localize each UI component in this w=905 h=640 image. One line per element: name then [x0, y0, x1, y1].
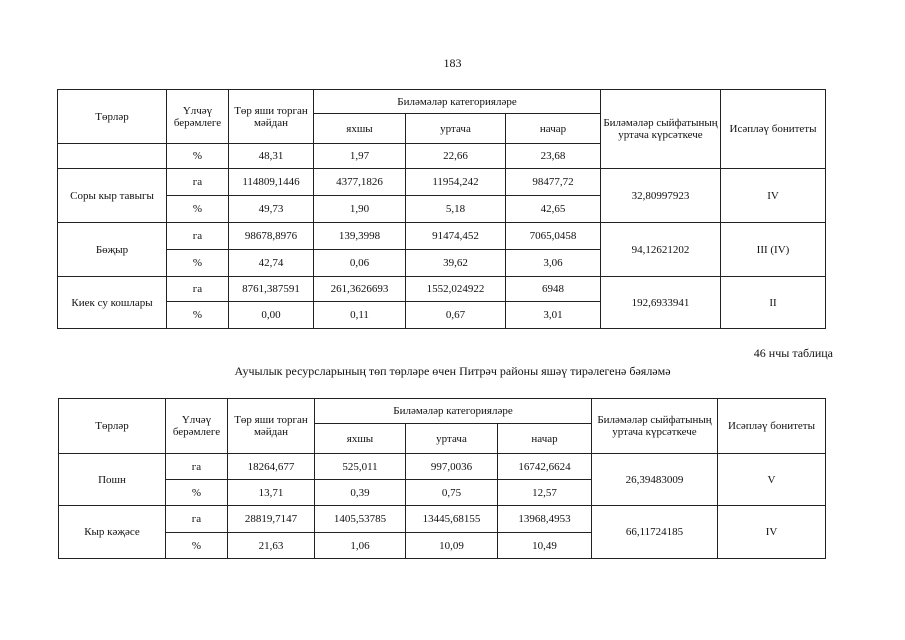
header-unit: Үлчәү берәмлеге	[167, 90, 229, 144]
unit-cell: га	[167, 169, 229, 196]
table-number: 46 нчы таблица	[753, 346, 833, 360]
header-good: яхшы	[314, 114, 406, 144]
species-name: Бөҗыр	[58, 223, 167, 277]
medium-cell: 0,75	[406, 480, 498, 506]
bad-cell: 13968,4953	[498, 506, 592, 533]
area-cell: 42,74	[229, 250, 314, 277]
bonitet-cell: III (IV)	[721, 223, 826, 277]
medium-cell: 1552,024922	[406, 277, 506, 302]
table-row	[59, 506, 826, 533]
bad-cell: 12,57	[498, 480, 592, 506]
header-bonitet: Исәпләү бонитеты	[721, 90, 826, 169]
bad-cell: 42,65	[506, 196, 601, 223]
medium-cell: 997,0036	[406, 454, 498, 480]
header-species: Төрләр	[59, 399, 166, 454]
page-number: 183	[443, 56, 462, 70]
header-bonitet: Исәпләү бонитеты	[718, 399, 826, 454]
unit-cell: %	[166, 533, 228, 559]
good-cell: 139,3998	[314, 223, 406, 250]
good-cell: 0,06	[314, 250, 406, 277]
header-unit: Үлчәү берәмлеге	[166, 399, 228, 454]
area-cell: 21,63	[228, 533, 315, 559]
header-area: Төр яши торган мәйдан	[229, 90, 314, 144]
bonitet-cell: IV	[721, 169, 826, 223]
area-cell: 28819,7147	[228, 506, 315, 533]
good-cell: 4377,1826	[314, 169, 406, 196]
header-bad: начар	[498, 424, 592, 454]
area-cell: 48,31	[229, 144, 314, 169]
avg-quality-cell: 26,39483009	[592, 454, 718, 506]
empty-cell	[58, 144, 167, 169]
area-cell: 114809,1446	[229, 169, 314, 196]
header-good: яхшы	[315, 424, 406, 454]
table-row	[59, 454, 826, 480]
medium-cell: 0,67	[406, 302, 506, 329]
bad-cell: 3,01	[506, 302, 601, 329]
medium-cell: 13445,68155	[406, 506, 498, 533]
unit-cell: %	[167, 196, 229, 223]
good-cell: 261,3626693	[314, 277, 406, 302]
medium-cell: 39,62	[406, 250, 506, 277]
area-cell: 98678,8976	[229, 223, 314, 250]
species-name: Киек су кошлары	[58, 277, 167, 329]
bad-cell: 7065,0458	[506, 223, 601, 250]
bonitet-cell: II	[721, 277, 826, 329]
table-row	[58, 277, 826, 302]
area-cell: 49,73	[229, 196, 314, 223]
medium-cell: 91474,452	[406, 223, 506, 250]
avg-quality-cell: 192,6933941	[601, 277, 721, 329]
unit-cell: га	[166, 454, 228, 480]
unit-cell: %	[167, 302, 229, 329]
header-avg-quality: Биләмәләр сыйфатының уртача күрсәткече	[592, 399, 718, 454]
species-name: Соры кыр тавыгы	[58, 169, 167, 223]
medium-cell: 5,18	[406, 196, 506, 223]
medium-cell: 11954,242	[406, 169, 506, 196]
good-cell: 1,90	[314, 196, 406, 223]
header-categories: Биләмәләр категорияләре	[315, 399, 592, 424]
table-title: Аучылык ресурсларының төп төрләре өчен Питрәч районы яшәү тирәлегенә бәяләмә	[234, 364, 671, 378]
habitat-table-2	[58, 398, 826, 559]
unit-cell: га	[167, 277, 229, 302]
good-cell: 1,06	[315, 533, 406, 559]
avg-quality-cell: 94,12621202	[601, 223, 721, 277]
species-name: Кыр кәҗәсе	[59, 506, 166, 559]
table-row	[58, 169, 826, 196]
unit-cell: га	[167, 223, 229, 250]
header-categories: Биләмәләр категорияләре	[314, 90, 601, 114]
header-avg-quality: Биләмәләр сыйфатының уртача күрсәткече	[601, 90, 721, 169]
bonitet-cell: V	[718, 454, 826, 506]
header-medium: уртача	[406, 424, 498, 454]
good-cell: 0,11	[314, 302, 406, 329]
unit-cell: %	[167, 250, 229, 277]
bad-cell: 3,06	[506, 250, 601, 277]
area-cell: 13,71	[228, 480, 315, 506]
good-cell: 1405,53785	[315, 506, 406, 533]
bad-cell: 6948	[506, 277, 601, 302]
bad-cell: 10,49	[498, 533, 592, 559]
area-cell: 18264,677	[228, 454, 315, 480]
bonitet-cell: IV	[718, 506, 826, 559]
medium-cell: 22,66	[406, 144, 506, 169]
area-cell: 8761,387591	[229, 277, 314, 302]
bad-cell: 23,68	[506, 144, 601, 169]
table-row	[58, 223, 826, 250]
header-area: Төр яши торган мәйдан	[228, 399, 315, 454]
area-cell: 0,00	[229, 302, 314, 329]
avg-quality-cell: 66,11724185	[592, 506, 718, 559]
unit-cell: га	[166, 506, 228, 533]
good-cell: 525,011	[315, 454, 406, 480]
medium-cell: 10,09	[406, 533, 498, 559]
species-name: Пошн	[59, 454, 166, 506]
unit-cell: %	[167, 144, 229, 169]
header-medium: уртача	[406, 114, 506, 144]
header-species: Төрләр	[58, 90, 167, 144]
unit-cell: %	[166, 480, 228, 506]
good-cell: 1,97	[314, 144, 406, 169]
header-bad: начар	[506, 114, 601, 144]
avg-quality-cell: 32,80997923	[601, 169, 721, 223]
habitat-table-1	[57, 89, 826, 329]
bad-cell: 98477,72	[506, 169, 601, 196]
bad-cell: 16742,6624	[498, 454, 592, 480]
good-cell: 0,39	[315, 480, 406, 506]
